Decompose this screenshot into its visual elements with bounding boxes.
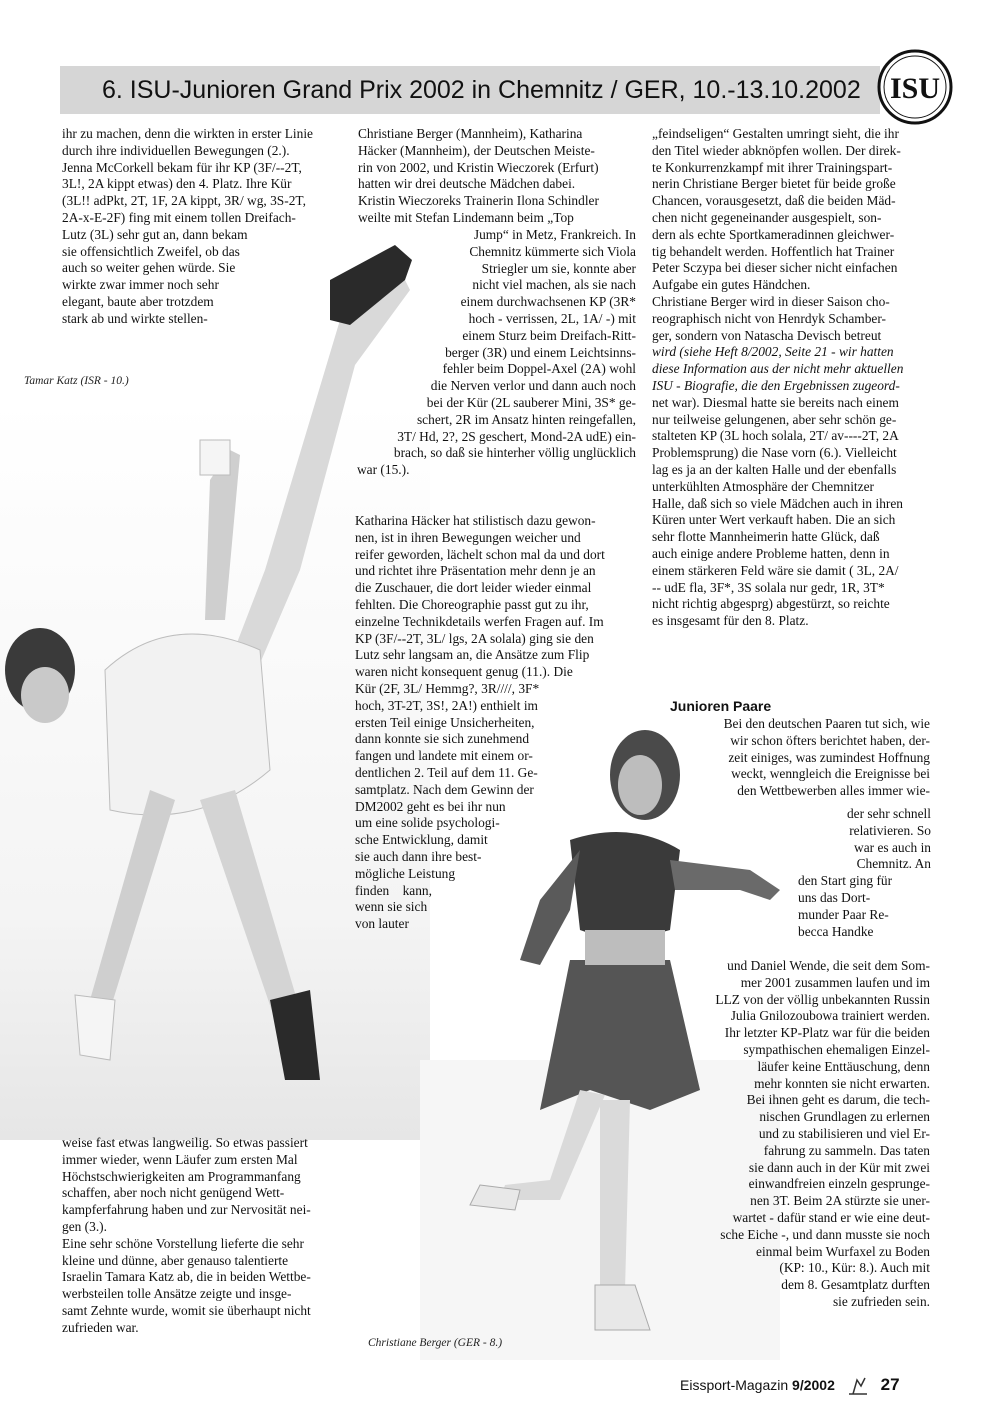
text-line: net war). Diesmal hatte sie bereits nach einem (652, 394, 899, 410)
text-line: Ihr letzter KP-Platz war für die beiden (724, 1025, 930, 1041)
text-line: wirkte zwar immer noch sehr (62, 277, 219, 293)
text-line: Lutz (3L) sehr gut an, dann bekam (62, 226, 248, 242)
text-line: auch einige andere Probleme hatten, denn in (652, 545, 890, 561)
text-line: kleine und dünne, aber genauso talentierte (62, 1252, 289, 1268)
text-line: nicht richtig abgesprg) abgestürzt, so reichte (652, 596, 890, 612)
text-line: (KP: 10., Kür: 8.). Auch mit (779, 1260, 930, 1276)
text-line: berger (3R) und einem Leichtsinns- (445, 344, 636, 360)
caption-katz: Tamar Katz (ISR - 10.) (24, 375, 129, 387)
text-line: finden kann, (355, 882, 432, 898)
text-line: wartet - dafür stand er wie eine deut- (732, 1209, 930, 1225)
column-3-pairs-c (660, 958, 930, 1311)
text-line: wir schon öfters berichtet haben, der- (730, 732, 930, 748)
text-line: kampferfahrung haben und zur Nervosität nei- (62, 1202, 311, 1218)
text-line: ger, sondern von Natascha Devisch betreut (652, 327, 882, 343)
text-line: zufrieden war. (62, 1319, 139, 1335)
text-line: um eine solide psychologi- (355, 815, 500, 831)
footer (680, 1375, 900, 1396)
isu-logo-text: ISU (889, 72, 941, 105)
caption-berger: Christiane Berger (GER - 8.) (368, 1337, 503, 1349)
text-line: schaffen, aber noch nicht genügend Wett- (62, 1185, 285, 1201)
text-line: sympathischen ehemaligen Einzel- (743, 1041, 930, 1057)
text-line: Kristin Wieczoreks Trainerin Ilona Schindler (358, 193, 599, 209)
text-line: Katharina Häcker hat stilistisch dazu gewon- (355, 513, 596, 528)
text-line: und zu stabilisieren und viel Er- (758, 1125, 930, 1141)
text-line: einzelne Technikdetails werfen Fragen auf. Im (355, 613, 604, 629)
text-line: sie zufrieden sein. (832, 1293, 930, 1309)
text-line: ihr zu machen, denn die wirkten in erster Linie (62, 126, 313, 141)
text-line: reifer geworden, lächelt schon mal da und dort (355, 546, 605, 562)
text-line: dann konnte sie sich zunehmend (355, 731, 530, 747)
text-line: relativieren. So (849, 822, 931, 838)
text-line: und richtet ihre Präsentation mehr denn je an (355, 563, 596, 579)
text-line: läufer keine Enttäuschung, denn (757, 1058, 930, 1074)
text-line: LLZ von der völlig unbekannten Russin (715, 991, 930, 1007)
text-line: weckt, wenngleich die Ereignisse bei (731, 766, 930, 782)
text-line: Aufgabe ein gutes Händchen. (652, 277, 811, 293)
page-title: 6. ISU-Junioren Grand Prix 2002 in Chemnitz / GER, 10.-13.10.2002 (102, 76, 861, 104)
text-line: „feindseligen“ Gestalten umringt sieht, die ihr (652, 126, 899, 141)
text-line: wenn sie sich (355, 899, 428, 915)
text-line: Lutz sehr langsam an, die Ansätze zum Flip (355, 647, 590, 663)
text-line: Kür (2F, 3L/ Hemmg?, 3R////, 3F* (355, 680, 540, 696)
text-line: reographisch nicht von Henrdyk Schamber- (652, 310, 886, 326)
text-line: unterkühlten Atmosphäre der Chemnitzer (652, 478, 874, 494)
column-1-bottom (62, 1135, 347, 1337)
text-line: becca Handke (798, 923, 874, 939)
text-line: werbsteilen tolle Ansätze zeigte und insge- (62, 1286, 292, 1302)
text-line: wird (siehe Heft 8/2002, Seite 21 - wir hatten (652, 344, 894, 360)
text-line: durch ihre individuellen Bewegungen (2.). (62, 142, 290, 158)
text-line: den Titel wieder abknöpfen wollen. Der direk- (652, 142, 901, 158)
text-line: Eine sehr schöne Vorstellung lieferte die sehr (62, 1235, 304, 1251)
column-2-middle (340, 227, 636, 479)
text-line: hatten wir drei deutsche Mädchen dabei. (358, 176, 576, 192)
text-line: Peter Sczypa bei dieser sicher nicht einfachen (652, 260, 898, 276)
text-line: waren nicht konsequent genug (11.). Die (355, 664, 573, 680)
text-line: einem stärkeren Feld wäre sie damit ( 3L, 2A/ (652, 562, 899, 578)
text-line: sie offensichtlich Zweifel, ob das (62, 243, 240, 259)
text-line: von lauter (355, 916, 409, 932)
column-3-pairs-a (660, 716, 930, 800)
text-line: dem 8. Gesamtplatz durften (781, 1277, 930, 1293)
text-line: bei der Kür (2L sauberer Mini, 3S* ge- (426, 394, 636, 410)
text-line: Israelin Tamara Katz ab, die in beiden Wettbe- (62, 1269, 311, 1285)
column-1-top (62, 126, 347, 328)
text-line: immer wieder, wenn Läufer zum ersten Mal (62, 1151, 298, 1167)
text-line: ersten Teil einige Unsicherheiten, (355, 714, 535, 730)
text-line: mehr konnten sie nicht erwarten. (754, 1075, 930, 1091)
text-line: war (15.). (357, 462, 410, 478)
text-line: Häcker (Mannheim), der Deutschen Meiste- (358, 142, 595, 158)
text-line: ISU - Biografie, die den Ergebnissen zugeord- (652, 377, 900, 393)
text-line: zeit einiges, was zumindest Hoffnung (728, 749, 930, 765)
text-line: elegant, baute aber trotzdem (62, 293, 214, 309)
text-line: nur teilweise gelungenen, aber sehr schön ge- (652, 411, 897, 427)
column-2-top (358, 126, 643, 227)
text-line: auch so weiter gehen würde. Sie (62, 260, 236, 276)
text-line: sehr flotte Mannheimerin hatte Glück, daß (652, 529, 880, 545)
skater-emblem-icon (845, 1376, 871, 1396)
issue-number: 9/2002 (792, 1377, 835, 1393)
text-line: mögliche Leistung (355, 865, 456, 881)
text-line: Bei den deutschen Paaren tut sich, wie (723, 716, 930, 731)
text-line: Problemsprung) die Nase vorn (6.). Vielleicht (652, 445, 897, 461)
text-line: Julia Gnilozoubowa trainiert werden. (730, 1008, 930, 1024)
text-line: Höchstschwierigkeiten am Programmanfang (62, 1168, 301, 1184)
text-line: es insgesamt für den 8. Platz. (652, 613, 809, 629)
text-line: Bei ihnen geht es darum, die tech- (746, 1092, 930, 1108)
text-line: gen (3.). (62, 1218, 107, 1234)
text-line: dern als echte Sportkameradinnen gleichwer- (652, 226, 895, 242)
page-number: 27 (880, 1375, 900, 1394)
text-line: lag es ja an der kalten Halle und der ebenfalls (652, 461, 897, 477)
text-line: 3T/ Hd, 2?, 2S geschert, Mond-2A udE) ein- (397, 428, 636, 444)
text-line: fangen und landete mit einem or- (355, 748, 533, 764)
text-line: war es auch in (854, 839, 931, 855)
text-line: Christiane Berger wird in dieser Saison cho- (652, 293, 890, 309)
text-line: einem Sturz beim Dreifach-Ritt- (462, 327, 636, 343)
text-line: hoch, 3T-2T, 3S!, 2A!) enthielt im (355, 697, 538, 713)
text-line: weilte mit Stefan Lindemann beim „Top (358, 209, 574, 225)
text-line: schert, 2R im Ansatz hinten reingefallen, (416, 411, 636, 427)
header-bar (60, 66, 880, 114)
column-3-pairs-b (798, 806, 931, 940)
text-line: tig behandelt werden. Hoffentlich hat Trainer (652, 243, 895, 259)
text-line: brach, so daß sie hinterher völlig unglücklich (393, 445, 636, 461)
text-line: Chancen, vorausgesetzt, daß die beiden Mäd- (652, 193, 896, 209)
text-line: Chemnitz kümmerte sich Viola (469, 243, 636, 259)
magazine-name: Eissport-Magazin (680, 1377, 789, 1393)
text-line: Küren unter Wert verkauft haben. Die an sich (652, 512, 896, 528)
text-line: stalteten KP (3L hoch solala, 2T/ av----2T, 2A (652, 428, 899, 444)
text-line: der sehr schnell (846, 806, 931, 821)
text-line: einwandfreien einzeln gesprunge- (748, 1176, 930, 1192)
subheading-junioren-paare: Junioren Paare (670, 698, 772, 714)
text-line: fehler beim Doppel-Axel (2A) wohl (442, 361, 636, 377)
text-line: DM2002 geht es bei ihr nun (355, 798, 506, 814)
text-line: rin von 2002, und Kristin Wieczorek (Erfurt) (358, 159, 599, 175)
text-line: chen nicht gegeneinander ausgespielt, son- (652, 209, 882, 225)
text-line: munder Paar Re- (798, 906, 889, 922)
text-line: fehlten. Die Choreographie passt gut zu ihr, (355, 596, 589, 612)
text-line: sche Entwicklung, damit (355, 832, 488, 848)
text-line: stark ab und wirkte stellen- (62, 310, 208, 326)
text-line: sie dann auch in der Kür mit zwei (748, 1159, 930, 1175)
text-line: samt Zehnte wurde, womit sie überhaupt nicht (62, 1302, 311, 1318)
text-line: fahrung zu sammeln. Das taten (763, 1142, 930, 1158)
text-line: (3L!! adPkt, 2T, 1F, 2A kippt, 3R/ wg, 3S-2T, (62, 193, 306, 209)
text-line: dentlichen 2. Teil auf dem 11. Ge- (355, 764, 538, 780)
text-line: einmal beim Wurfaxel zu Boden (756, 1243, 930, 1259)
text-line: sche Eiche -, und dann musste sie noch (720, 1226, 930, 1242)
text-line: Halle, daß sich so viele Mädchen auch in ihren (652, 495, 903, 511)
text-line: Chemnitz. An (856, 856, 931, 872)
text-line: nen 3T. Beim 2A stürzte sie uner- (750, 1193, 930, 1209)
text-line: samtplatz. Nach dem Gewinn der (355, 781, 534, 797)
text-line: 3L!, 2A kippt etwas) den 4. Platz. Ihre Kür (62, 176, 292, 192)
text-line: sie auch dann ihre best- (355, 848, 482, 864)
text-line: weise fast etwas langweilig. So etwas passiert (62, 1135, 308, 1150)
text-line: te Konkurrenzkampf mit ihrer Trainingspart- (652, 159, 893, 175)
text-line: Christiane Berger (Mannheim), Katharina (358, 126, 583, 141)
column-3-top (652, 126, 942, 630)
text-line: uns das Dort- (798, 889, 871, 905)
text-line: Striegler um sie, konnte aber (481, 260, 636, 276)
text-line: mer 2001 zusammen laufen und im (740, 974, 930, 990)
text-line: die Zuschauer, die dort leider wieder einmal (355, 580, 592, 596)
text-line: diese Information aus der nicht mehr aktuellen (652, 361, 904, 377)
text-line: nischen Grundlagen zu erlernen (759, 1109, 930, 1125)
text-line: die Nerven verlor und dann auch noch (430, 378, 636, 394)
text-line: nerin Christiane Berger bietet für beide große (652, 176, 896, 192)
text-line: -- udE fla, 3F*, 3S solala nur gedr, 1R, 3T* (652, 579, 885, 595)
text-line: Jenna McCorkell bekam für ihr KP (3F/--2T, (62, 159, 302, 175)
column-2-lower (355, 513, 643, 933)
text-line: hoch - verrissen, 2L, 1A/ -) mit (468, 310, 636, 326)
text-line: und Daniel Wende, die seit dem Som- (727, 958, 930, 973)
text-line: KP (3F/--2T, 3L/ lgs, 2A solala) ging sie den (355, 630, 594, 646)
text-line: 2A-x-E-2F) fing mit einem tollen Dreifach- (62, 209, 296, 225)
isu-logo (876, 48, 954, 126)
text-line: den Start ging für (798, 873, 893, 889)
text-line: nicht viel machen, als sie nach (472, 277, 636, 293)
text-line: Jump“ in Metz, Frankreich. In (473, 227, 636, 242)
text-line: nen, ist in ihren Bewegungen weicher und (355, 529, 581, 545)
text-line: einem durchwachsenen KP (3R* (460, 294, 636, 310)
text-line: den Wettbewerben alles immer wie- (737, 783, 930, 799)
